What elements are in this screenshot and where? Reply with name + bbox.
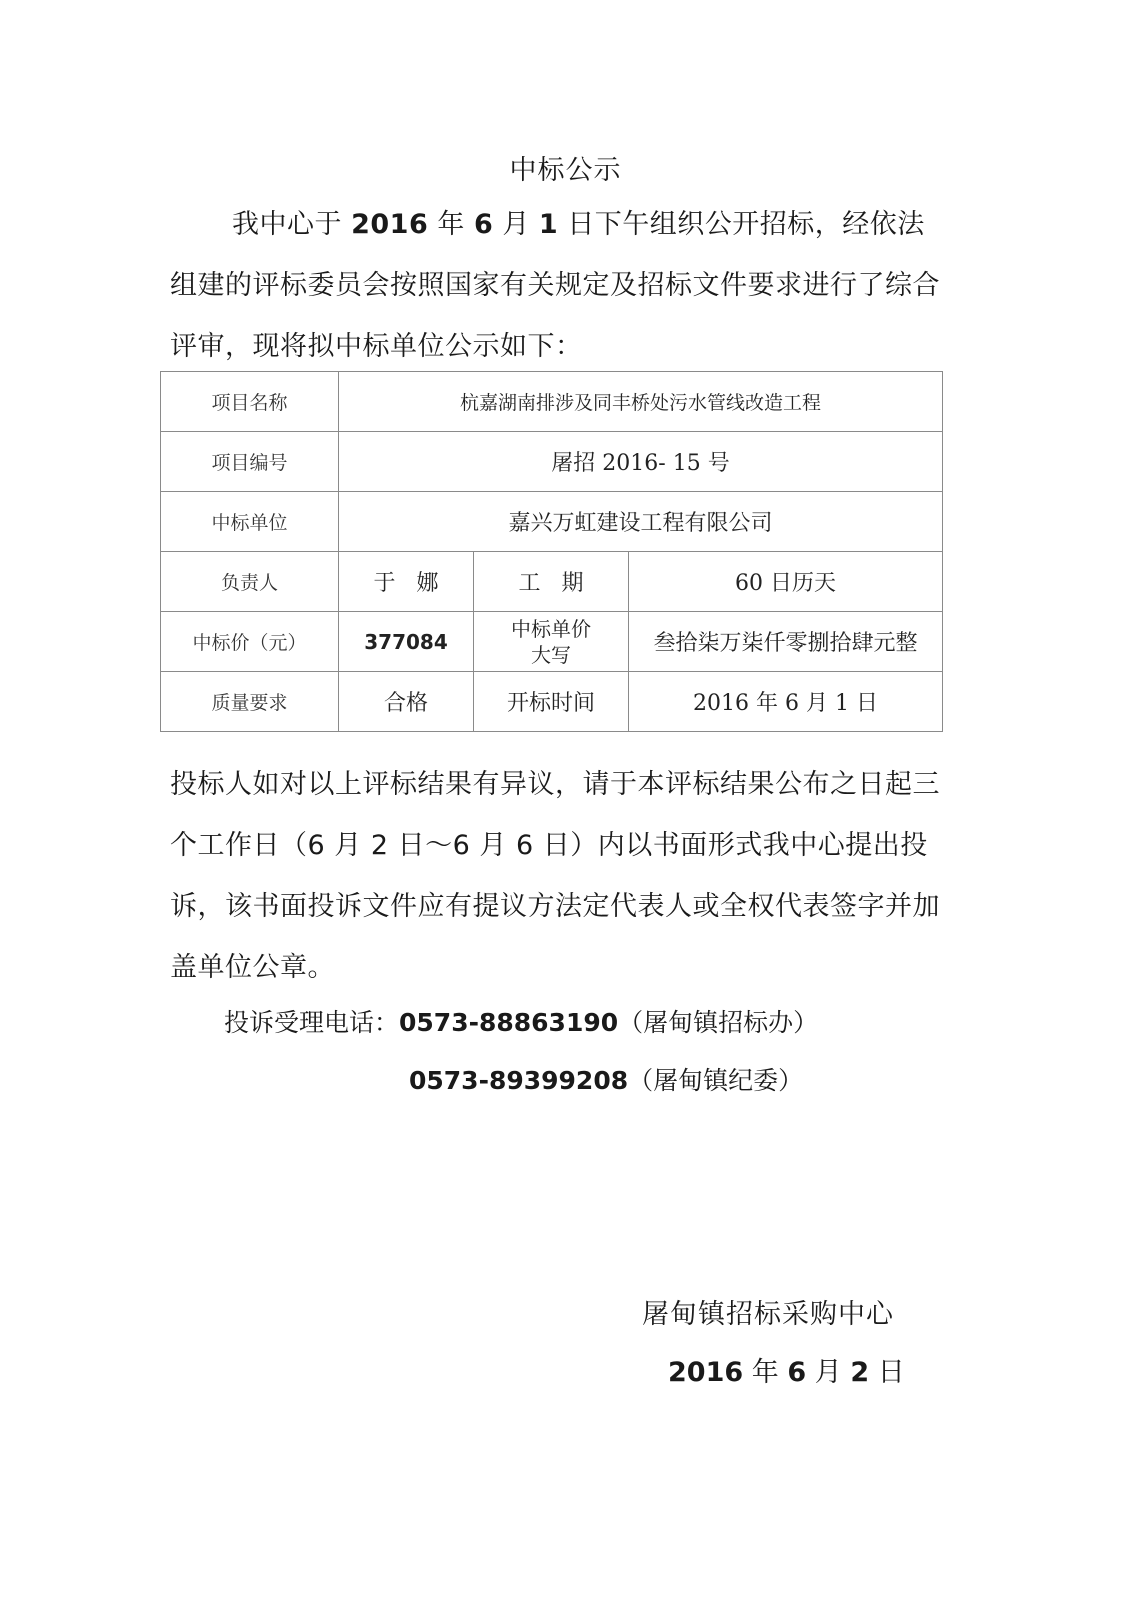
page-title: 中标公示 <box>509 155 622 186</box>
project-no-label: 项目编号 <box>161 432 339 492</box>
intro-text-3: 月 <box>502 209 530 240</box>
intro-paragraph <box>170 194 950 377</box>
open-time-value: 2016 年 6 月 1 日 <box>629 672 943 732</box>
intro-text-4: 日下午组织公开招标，经依法组建的评标委员会按照国家有关规定及招标文件要求进行了综合评审，现将拟中标单位公示如下： <box>170 209 940 362</box>
phone-note-1: （屠甸镇招标办） <box>618 1008 819 1037</box>
signature-year: 2016 <box>668 1357 744 1388</box>
table-row <box>161 432 943 492</box>
manager-value: 于 娜 <box>339 552 474 612</box>
price-value: 377084 <box>339 612 474 672</box>
winner-label: 中标单位 <box>161 492 339 552</box>
period-label: 工 期 <box>474 552 629 612</box>
phone-number-1: 0573-88863190 <box>399 1008 619 1037</box>
table-row <box>161 612 943 672</box>
complaint-phone-line-1 <box>224 1003 818 1039</box>
intro-text-1: 我中心于 <box>232 209 342 240</box>
price-upper-label: 中标单价大写 <box>474 612 629 672</box>
manager-label: 负责人 <box>161 552 339 612</box>
intro-year: 2016 <box>351 209 429 240</box>
table-row <box>161 492 943 552</box>
signature-date <box>668 1350 905 1389</box>
project-name-value: 杭嘉湖南排涉及同丰桥处污水管线改造工程 <box>339 372 943 432</box>
signature-month-unit: 月 <box>814 1357 842 1388</box>
signature-year-unit: 年 <box>751 1357 779 1388</box>
open-time-label: 开标时间 <box>474 672 629 732</box>
notice-dates: 6 月 2 日～6 月 6 日 <box>307 830 571 861</box>
price-upper-value: 叁拾柒万柒仟零捌拾肆元整 <box>629 612 943 672</box>
notice-paragraph <box>170 754 950 998</box>
signature-day: 2 <box>850 1357 870 1388</box>
project-no-value: 屠招 2016- 15 号 <box>339 432 943 492</box>
quality-label: 质量要求 <box>161 672 339 732</box>
quality-value: 合格 <box>339 672 474 732</box>
notice-text-3: ）内以书面形式我中心提出投诉，该书面投诉文件应有提议方法定代表人或全权代表签字并加盖单位公章。 <box>170 830 940 983</box>
complaint-phone-line-2 <box>409 1061 803 1097</box>
signature-day-unit: 日 <box>877 1357 905 1388</box>
table-row <box>161 672 943 732</box>
complaint-phone-label: 投诉受理电话： <box>224 1008 400 1037</box>
signature-month: 6 <box>787 1357 807 1388</box>
phone-note-2: （屠甸镇纪委） <box>628 1066 804 1095</box>
award-table <box>160 371 943 732</box>
signature-org: 屠甸镇招标采购中心 <box>642 1299 894 1330</box>
intro-text-2: 年 <box>437 209 465 240</box>
intro-month: 6 <box>473 209 494 240</box>
table-row <box>161 372 943 432</box>
table-row <box>161 552 943 612</box>
price-label: 中标价（元） <box>161 612 339 672</box>
notice-text-1: 投标人如对以上评标结果有异议，请于本评标结果公布之日起三个工作日（ <box>170 769 940 861</box>
project-name-label: 项目名称 <box>161 372 339 432</box>
period-value: 60 日历天 <box>629 552 943 612</box>
intro-day: 1 <box>538 209 559 240</box>
winner-value: 嘉兴万虹建设工程有限公司 <box>339 492 943 552</box>
phone-number-2: 0573-89399208 <box>409 1066 629 1095</box>
